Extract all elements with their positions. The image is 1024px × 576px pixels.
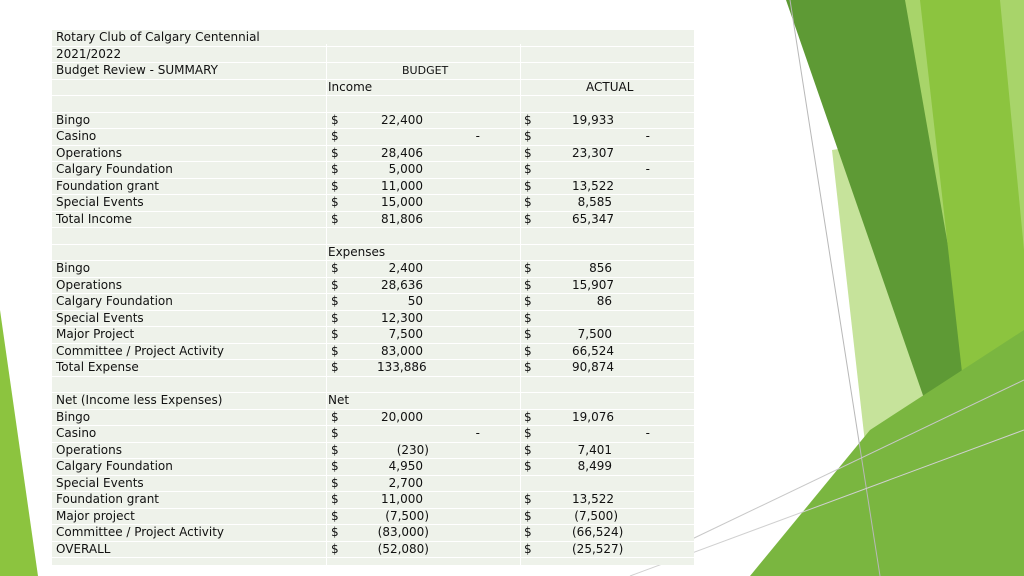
net-foundation-grant-budget-currency: $ [331,492,339,506]
income-special-events-row [52,195,694,210]
income-special-events-actual-currency: $ [524,195,532,209]
net-bingo-budget-currency: $ [331,410,339,424]
income-operations-actual-value: 23,307 [572,146,614,160]
expense-special-events-row [52,311,694,326]
expense-major-project-row [52,327,694,342]
income-total-income-actual-currency: $ [524,212,532,226]
income-operations-actual-currency: $ [524,146,532,160]
net-overall-actual-currency: $ [524,542,532,556]
row-divider [52,95,694,96]
net-calgary-foundation-actual-value: 8,499 [577,459,612,473]
expense-major-project-label: Major Project [56,327,135,341]
net-bingo-label: Bingo [56,410,91,424]
income-foundation-grant-budget-value: 11,000 [381,179,423,193]
income-bingo-actual-value: 19,933 [572,113,614,127]
left-green-wedge [0,310,38,576]
expense-calgary-foundation-actual-currency: $ [524,294,532,308]
income-special-events-actual-value: 8,585 [577,195,612,209]
net-casino-budget-currency: $ [331,426,339,440]
income-bingo-budget-value: 22,400 [381,113,423,127]
expense-special-events-actual-currency: $ [524,311,532,325]
expense-total-expense-row [52,360,694,375]
net-calgary-foundation-budget-currency: $ [331,459,339,473]
expense-calgary-foundation-budget-currency: $ [331,294,339,308]
net-operations-budget-value: (230) [396,443,429,457]
income-bingo-budget-currency: $ [331,113,339,127]
expense-total-expense-label: Total Expense [56,360,139,374]
row-divider [52,227,694,228]
net-overall-budget-value: (52,080) [377,542,429,556]
income-casino-budget-currency: $ [331,129,339,143]
row-divider [52,376,694,377]
net-foundation-grant-budget-value: 11,000 [381,492,423,506]
expense-special-events-label: Special Events [56,311,144,325]
income-total-income-budget-currency: $ [331,212,339,226]
income-foundation-grant-label: Foundation grant [56,179,160,193]
income-bingo-actual-currency: $ [524,113,532,127]
expense-total-expense-actual-currency: $ [524,360,532,374]
income-total-income-actual-value: 65,347 [572,212,614,226]
income-calgary-foundation-budget-value: 5,000 [388,162,423,176]
net-special-events-budget-value: 2,700 [388,476,423,490]
net-overall-label: OVERALL [56,542,111,556]
expense-bingo-budget-currency: $ [331,261,339,275]
net-calgary-foundation-budget-value: 4,950 [388,459,423,473]
expense-operations-budget-value: 28,636 [381,278,423,292]
expense-major-project-budget-value: 7,500 [388,327,423,341]
header-title: Rotary Club of Calgary Centennial [56,30,260,44]
expense-bingo-label: Bingo [56,261,91,275]
expense-committee-project-activity-label: Committee / Project Activity [56,344,225,358]
expense-total-expense-budget-currency: $ [331,360,339,374]
expense-calgary-foundation-budget-value: 50 [407,294,423,308]
expense-special-events-budget-value: 12,300 [381,311,423,325]
net-casino-label: Casino [56,426,97,440]
expense-total-expense-actual-value: 90,874 [572,360,614,374]
income-operations-label: Operations [56,146,122,160]
net-committee-project-activity-row [52,525,694,540]
net-casino-row [52,426,694,441]
net-calgary-foundation-row [52,459,694,474]
header-subtitle: Budget Review - SUMMARY [56,63,218,77]
expense-calgary-foundation-actual-value: 86 [596,294,612,308]
income-special-events-label: Special Events [56,195,144,209]
net-foundation-grant-label: Foundation grant [56,492,160,506]
expense-committee-project-activity-row [52,344,694,359]
net-committee-project-activity-budget-value: (83,000) [377,525,429,539]
income-bingo-row [52,113,694,128]
expense-bingo-budget-value: 2,400 [388,261,423,275]
net-bingo-actual-currency: $ [524,410,532,424]
expense-bingo-actual-value: 856 [589,261,612,275]
expense-bingo-row [52,261,694,276]
expense-operations-row [52,278,694,293]
expense-calgary-foundation-label: Calgary Foundation [56,294,173,308]
income-casino-actual-currency: $ [524,129,532,143]
net-foundation-grant-actual-currency: $ [524,492,532,506]
net-operations-actual-value: 7,401 [577,443,612,457]
income-casino-actual-value: - [645,129,650,143]
net-casino-actual-value: - [645,426,650,440]
income-operations-row [52,146,694,161]
net-major-project-actual-value: (7,500) [574,509,618,523]
income-casino-row [52,129,694,144]
net-casino-budget-value: - [475,426,480,440]
net-bingo-budget-value: 20,000 [381,410,423,424]
net-casino-actual-currency: $ [524,426,532,440]
net-heading: Net [328,393,350,407]
income-casino-budget-value: - [475,129,480,143]
budget-heading: BUDGET [402,64,449,77]
income-foundation-grant-row [52,179,694,194]
income-operations-budget-currency: $ [331,146,339,160]
net-operations-row [52,443,694,458]
budget-summary-table [52,30,694,565]
actual-heading: ACTUAL [586,80,634,94]
row-divider [52,557,694,558]
expense-total-expense-budget-value: 133,886 [377,360,427,374]
net-bingo-row [52,410,694,425]
net-major-project-row [52,509,694,524]
net-title: Net (Income less Expenses) [56,393,223,407]
expense-major-project-actual-value: 7,500 [577,327,612,341]
expense-operations-budget-currency: $ [331,278,339,292]
net-operations-label: Operations [56,443,122,457]
income-total-income-row [52,212,694,227]
expense-major-project-budget-currency: $ [331,327,339,341]
net-major-project-budget-currency: $ [331,509,339,523]
net-operations-budget-currency: $ [331,443,339,457]
net-foundation-grant-row [52,492,694,507]
net-committee-project-activity-budget-currency: $ [331,525,339,539]
net-heading-row [52,393,694,408]
column-heading-row [52,80,694,95]
income-total-income-budget-value: 81,806 [381,212,423,226]
income-calgary-foundation-label: Calgary Foundation [56,162,173,176]
income-casino-label: Casino [56,129,97,143]
net-calgary-foundation-label: Calgary Foundation [56,459,173,473]
net-special-events-label: Special Events [56,476,144,490]
expense-special-events-budget-currency: $ [331,311,339,325]
expense-committee-project-activity-budget-value: 83,000 [381,344,423,358]
net-committee-project-activity-label: Committee / Project Activity [56,525,225,539]
header-subtitle-row [52,63,694,78]
expense-operations-actual-currency: $ [524,278,532,292]
net-special-events-budget-currency: $ [331,476,339,490]
income-operations-budget-value: 28,406 [381,146,423,160]
net-major-project-actual-currency: $ [524,509,532,523]
header-title-row [52,30,694,45]
expense-operations-label: Operations [56,278,122,292]
net-committee-project-activity-actual-currency: $ [524,525,532,539]
expense-committee-project-activity-actual-currency: $ [524,344,532,358]
income-special-events-budget-currency: $ [331,195,339,209]
income-bingo-label: Bingo [56,113,91,127]
income-calgary-foundation-budget-currency: $ [331,162,339,176]
expense-major-project-actual-currency: $ [524,327,532,341]
income-calgary-foundation-actual-currency: $ [524,162,532,176]
net-special-events-row [52,476,694,491]
expense-committee-project-activity-actual-value: 66,524 [572,344,614,358]
income-foundation-grant-budget-currency: $ [331,179,339,193]
net-foundation-grant-actual-value: 13,522 [572,492,614,506]
income-calgary-foundation-actual-value: - [645,162,650,176]
expenses-heading-row [52,245,694,260]
expense-bingo-actual-currency: $ [524,261,532,275]
header-year-row [52,47,694,62]
net-committee-project-activity-actual-value: (66,524) [572,525,624,539]
net-major-project-budget-value: (7,500) [385,509,429,523]
income-total-income-label: Total Income [56,212,132,226]
income-heading: Income [328,80,373,94]
expense-calgary-foundation-row [52,294,694,309]
net-overall-budget-currency: $ [331,542,339,556]
net-calgary-foundation-actual-currency: $ [524,459,532,473]
income-foundation-grant-actual-value: 13,522 [572,179,614,193]
expense-committee-project-activity-budget-currency: $ [331,344,339,358]
net-overall-actual-value: (25,527) [572,542,624,556]
net-operations-actual-currency: $ [524,443,532,457]
net-major-project-label: Major project [56,509,135,523]
income-foundation-grant-actual-currency: $ [524,179,532,193]
expenses-heading: Expenses [328,245,386,259]
expense-operations-actual-value: 15,907 [572,278,614,292]
header-year: 2021/2022 [56,47,122,61]
net-bingo-actual-value: 19,076 [572,410,614,424]
net-overall-row [52,542,694,557]
income-calgary-foundation-row [52,162,694,177]
income-special-events-budget-value: 15,000 [381,195,423,209]
